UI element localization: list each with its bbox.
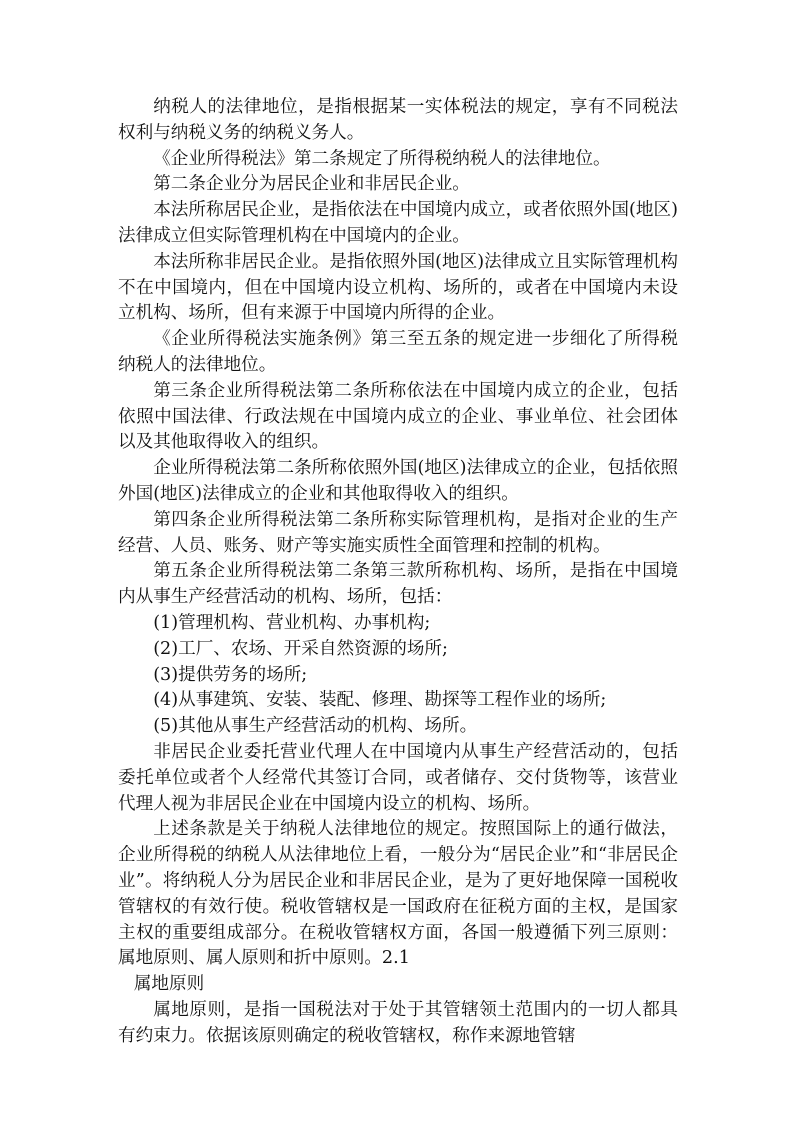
list-item-1: (1)管理机构、营业机构、办事机构;: [153, 612, 431, 633]
paragraph-nonresident-enterprise: 本法所称非居民企业。是指依照外国(地区)法律成立且实际管理机构不在中国境内，但在中国境内设立机构、场所的，或者在中国境内未设立机构、场所，但有来源于中国境内所得的企业。: [118, 251, 678, 324]
paragraph-jurisdiction-summary: 上述条款是关于纳税人法律地位的规定。按照国际上的通行做法，企业所得税的纳税人从法律地位上看，一般分为“居民企业”和“非居民企业”。将纳税人分为居民企业和非居民企业，是为了更好地保障一国税收管辖权的有效行使。税收管辖权是一国政府在征税方面的主权，是国家主权的重要组成部分。在税收管辖权方面，各国一般遵循下列三原则：属地原则、属人原则和折中原则。2.1: [118, 819, 678, 969]
paragraph-article-4: 第四条企业所得税法第二条所称实际管理机构，是指对企业的生产经营、人员、账务、财产等实施实质性全面管理和控制的机构。: [118, 509, 678, 556]
paragraph-business-agent: 非居民企业委托营业代理人在中国境内从事生产经营活动的，包括委托单位或者个人经常代其签订合同，或者储存、交付货物等，该营业代理人视为非居民企业在中国境内设立的机构、场所。: [118, 741, 678, 814]
paragraph-article-2: 第二条企业分为居民企业和非居民企业。: [153, 174, 470, 195]
paragraph-article-2-intro: 《企业所得税法》第二条规定了所得税纳税人的法律地位。: [153, 148, 611, 169]
list-item-2: (2)工厂、农场、开采自然资源的场所;: [153, 638, 448, 659]
paragraph-article-3: 第三条企业所得税法第二条所称依法在中国境内成立的企业，包括依照中国法律、行政法规在中国境内成立的企业、事业单位、社会团体以及其他取得收入的组织。: [118, 380, 678, 453]
paragraph-foreign-law-enterprise: 企业所得税法第二条所称依照外国(地区)法律成立的企业，包括依照外国(地区)法律成立的企业和其他取得收入的组织。: [118, 458, 678, 504]
paragraph-article-5: 第五条企业所得税法第二条第三款所称机构、场所，是指在中国境内从事生产经营活动的机构、场所，包括：: [118, 561, 678, 608]
paragraph-regulations-intro: 《企业所得税法实施条例》第三至五条的规定进一步细化了所得税纳税人的法律地位。: [118, 329, 678, 375]
document-body: [118, 95, 678, 1049]
paragraph-territorial-principle: 属地原则，是指一国税法对于处于其管辖领土范围内的一切人都具有约束力。依据该原则确定的税收管辖权，称作来源地管辖: [118, 999, 678, 1046]
list-item-5: (5)其他从事生产经营活动的机构、场所。: [153, 716, 478, 737]
paragraph-taxpayer-legal-status: 纳税人的法律地位，是指根据某一实体税法的规定，享有不同税法权利与纳税义务的纳税义务人。: [118, 97, 678, 143]
list-item-3: (3)提供劳务的场所;: [153, 664, 308, 685]
paragraph-resident-enterprise: 本法所称居民企业，是指依法在中国境内成立，或者依照外国(地区)法律成立但实际管理机构在中国境内的企业。: [118, 200, 678, 246]
section-heading-territorial-principle: 属地原则: [133, 974, 205, 995]
list-item-4: (4)从事建筑、安装、装配、修理、勘探等工程作业的场所;: [153, 690, 607, 711]
